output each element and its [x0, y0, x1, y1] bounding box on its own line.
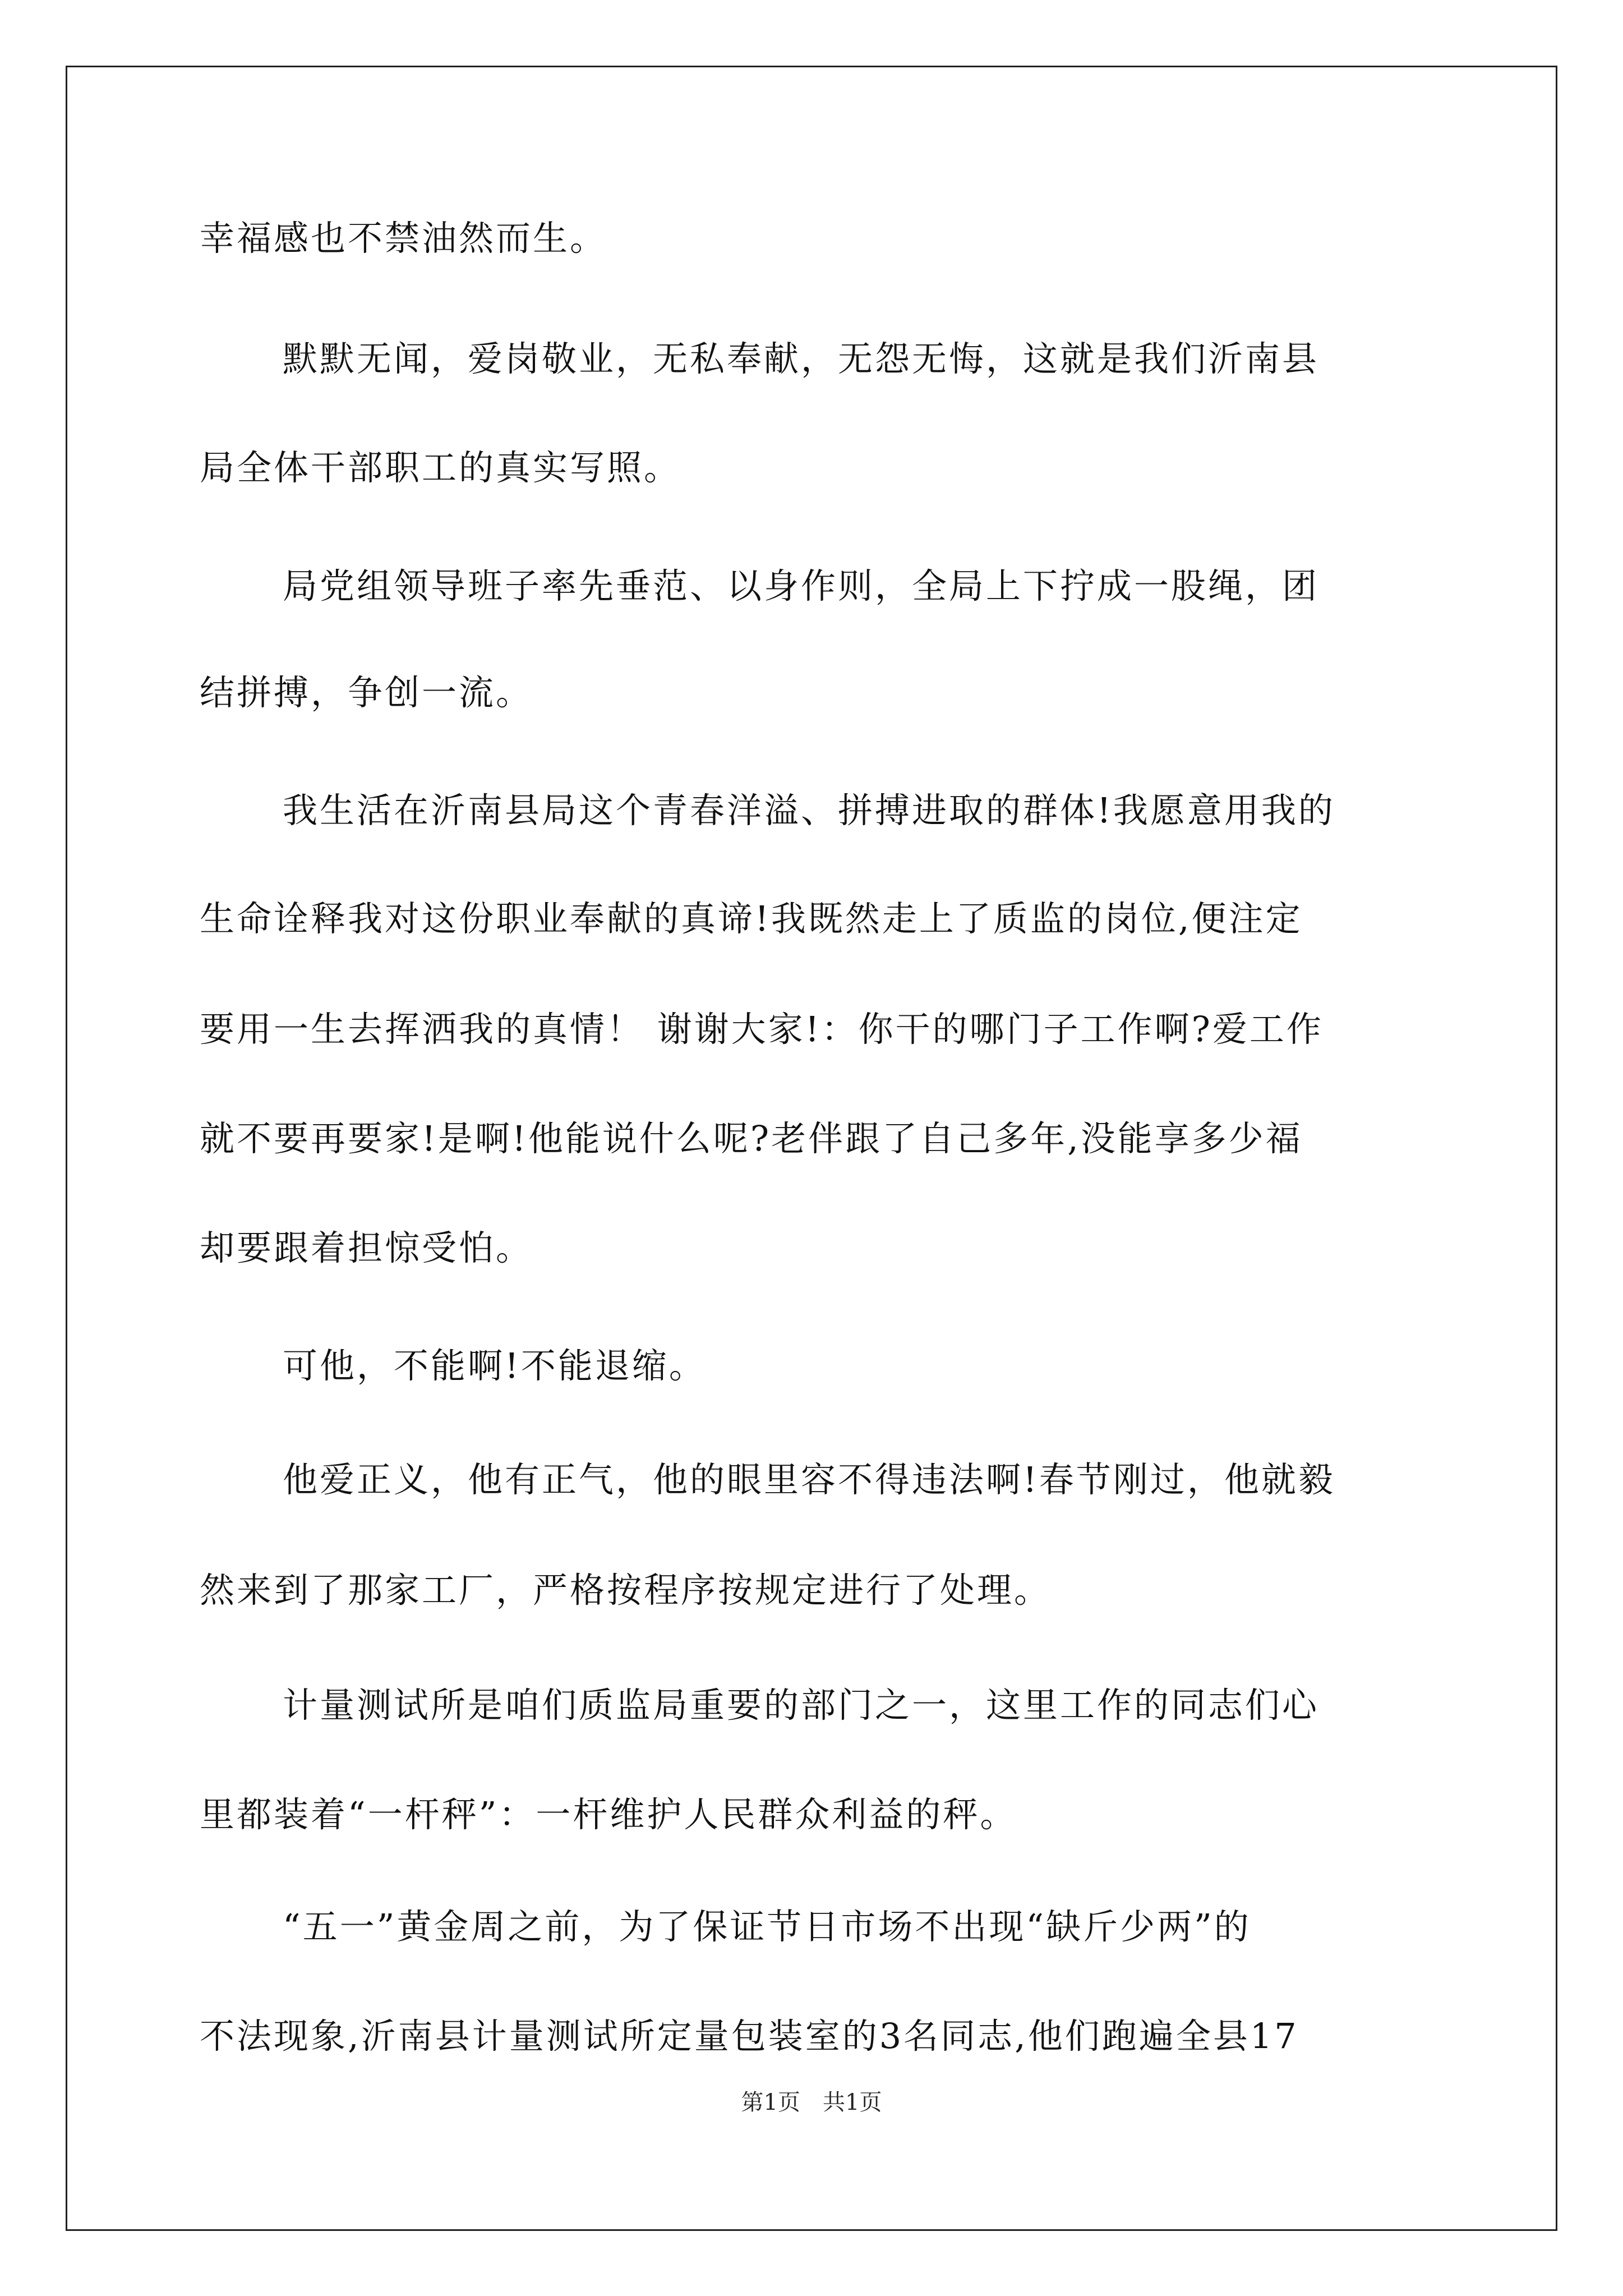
- text-line: 然来到了那家工厂，严格按程序按规定进行了处理。: [200, 1570, 1052, 1611]
- text-line: 里都装着“一杆秤”：一杆维护人民群众利益的秤。: [200, 1794, 1017, 1835]
- text-line: 我生活在沂南县局这个青春洋溢、拼搏进取的群体!我愿意用我的: [283, 790, 1335, 831]
- text-line: 局全体干部职工的真实写照。: [200, 447, 681, 488]
- text-line: 可他，不能啊!不能退缩。: [283, 1345, 706, 1386]
- text-line: 结拼搏，争创一流。: [200, 672, 533, 713]
- text-line: 不法现象,沂南县计量测试所定量包装室的3名同志,他们跑遍全县17: [200, 2016, 1299, 2056]
- text-line: 局党组领导班子率先垂范、以身作则，全局上下拧成一股绳，团: [283, 565, 1320, 606]
- text-line: 幸福感也不禁油然而生。: [200, 218, 607, 259]
- text-line: “五一”黄金周之前，为了保证节日市场不出现“缺斤少两”的: [283, 1906, 1251, 1947]
- text-line: 就不要再要家!是啊!他能说什么呢?老伴跟了自己多年,没能享多少福: [200, 1118, 1303, 1159]
- text-line: 默默无闻，爱岗敬业，无私奉献，无怨无悔，这就是我们沂南县: [283, 338, 1320, 379]
- text-line: 他爱正义，他有正气，他的眼里容不得违法啊!春节刚过，他就毅: [283, 1459, 1335, 1500]
- page-number-footer: 第1页 共1页: [741, 2090, 882, 2115]
- text-line: 计量测试所是咱们质监局重要的部门之一，这里工作的同志们心: [283, 1685, 1320, 1726]
- text-line: 生命诠释我对这份职业奉献的真谛!我既然走上了质监的岗位,便注定: [200, 898, 1303, 939]
- text-line: 却要跟着担惊受怕。: [200, 1227, 533, 1268]
- text-line: 要用一生去挥洒我的真情！ 谢谢大家!：你干的哪门子工作啊?爱工作: [200, 1009, 1324, 1050]
